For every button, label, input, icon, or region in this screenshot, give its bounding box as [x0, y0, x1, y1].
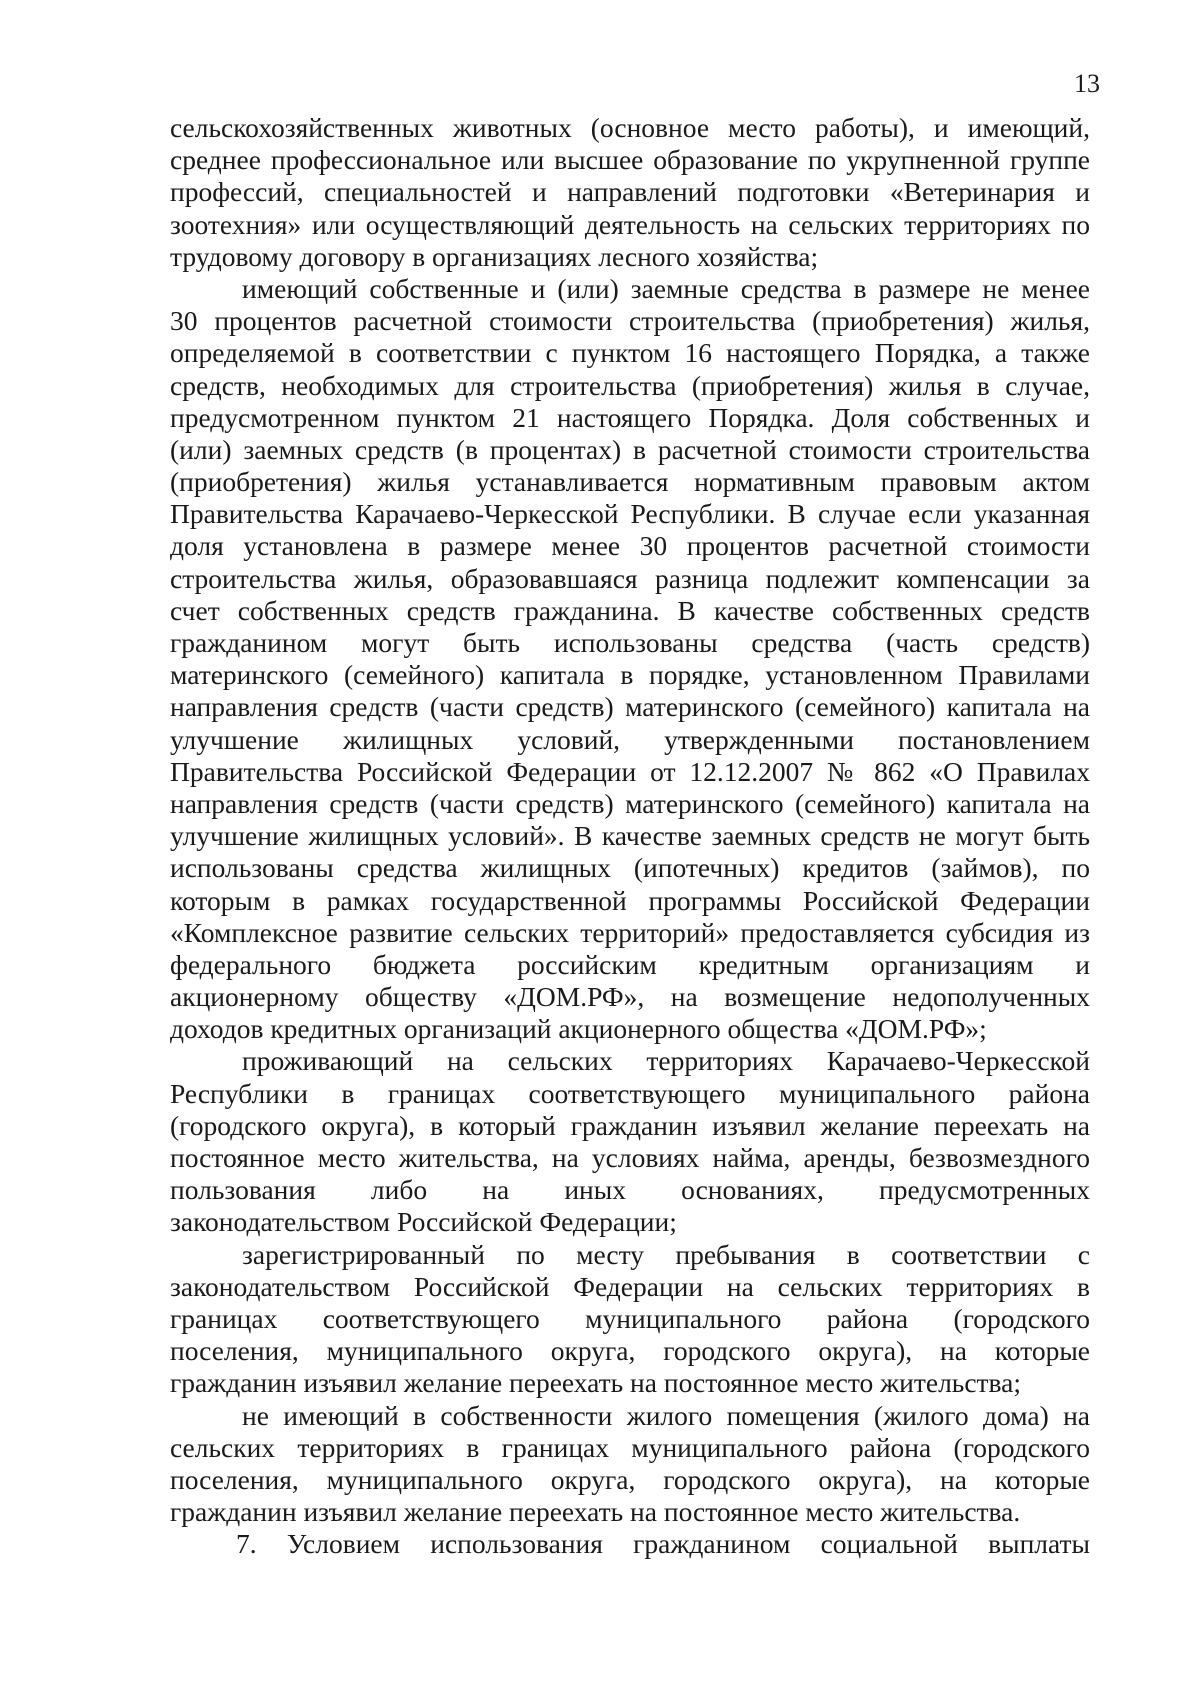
text-line: Республики в границах соответствующего муниципального района	[170, 1077, 1090, 1109]
text-line: средств, необходимых для строительства (приобретения) жилья в случае,	[170, 369, 1090, 401]
text-line: улучшение жилищных условий, утвержденными постановлением	[170, 723, 1090, 755]
text-line: постоянное место жительства, на условиях найма, аренды, безвозмездного	[170, 1142, 1090, 1173]
text-line: сельскохозяйственных животных (основное место работы), и имеющий,	[170, 112, 1090, 143]
text-line: пользования либо на иных основаниях, предусмотренных	[170, 1174, 1090, 1206]
text-line: (или) заемных средств (в процентах) в расчетной стоимости строительства	[170, 433, 1090, 465]
text-line: определяемой в соответствии с пунктом 16 настоящего Порядка, а также	[170, 337, 1090, 369]
text-line: зарегистрированный по месту пребывания в соответствии с	[242, 1238, 1090, 1270]
text-line: которым в рамках государственной программы Российской Федерации	[170, 884, 1090, 916]
text-line: (городского округа), в который гражданин изъявил желание переехать на	[170, 1109, 1090, 1141]
text-line: предусмотренном пунктом 21 настоящего Порядка. Доля собственных и	[170, 401, 1090, 433]
text-line: поселения, муниципального округа, городского округа), на которые	[170, 1335, 1090, 1367]
text-line: улучшение жилищных условий». В качестве заемных средств не могут быть	[170, 820, 1090, 852]
text-line: акционерному обществу «ДОМ.РФ», на возмещение недополученных	[170, 981, 1090, 1013]
text-line: границах соответствующего муниципального района (городского	[170, 1302, 1090, 1334]
text-line: не имеющий в собственности жилого помещения (жилого дома) на	[242, 1399, 1090, 1431]
text-line: зоотехния» или осуществляющий деятельность на сельских территориях по	[170, 208, 1090, 240]
text-line: материнского (семейного) капитала в порядке, установленном Правилами	[170, 659, 1090, 691]
text-line: среднее профессиональное или высшее образование по укрупненной группе	[170, 144, 1090, 176]
text-line: 7. Условием использования гражданином социальной выплаты	[236, 1528, 1090, 1560]
text-line: гражданином могут быть использованы средства (часть средств)	[170, 627, 1090, 658]
text-line: сельских территориях в границах муниципального района (городского	[170, 1431, 1090, 1463]
text-line: федерального бюджета российским кредитным организациям и	[170, 948, 1090, 980]
page-number: 13	[1074, 69, 1100, 98]
text-line: законодательством Российской Федерации;	[170, 1206, 677, 1238]
text-line: использованы средства жилищных (ипотечных) кредитов (займов), по	[170, 852, 1090, 884]
text-line: имеющий собственные и (или) заемные средства в размере не менее	[242, 272, 1090, 304]
text-line: законодательством Российской Федерации на сельских территориях в	[170, 1270, 1090, 1302]
text-line: направления средств (части средств) материнского (семейного) капитала на	[170, 691, 1090, 723]
text-line: доходов кредитных организаций акционерного общества «ДОМ.РФ»;	[170, 1013, 987, 1045]
text-line: Правительства Российской Федерации от 12.12.2007 № 862 «О Правилах	[170, 755, 1090, 787]
text-line: (приобретения) жилья устанавливается нормативным правовым актом	[170, 466, 1090, 498]
text-line: гражданин изъявил желание переехать на постоянное место жительства;	[170, 1367, 1022, 1399]
text-line: 30 процентов расчетной стоимости строительства (приобретения) жилья,	[170, 305, 1090, 337]
text-line: проживающий на сельских территориях Карачаево-Черкесской	[242, 1045, 1090, 1077]
text-line: строительства жилья, образовавшаяся разница подлежит компенсации за	[170, 562, 1090, 594]
text-line: счет собственных средств гражданина. В качестве собственных средств	[170, 594, 1090, 626]
text-line: направления средств (части средств) материнского (семейного) капитала на	[170, 787, 1090, 819]
text-line: доля установлена в размере менее 30 процентов расчетной стоимости	[170, 530, 1090, 562]
text-line: поселения, муниципального округа, городского округа), на которые	[170, 1463, 1090, 1495]
text-line: «Комплексное развитие сельских территорий» предоставляется субсидия из	[170, 916, 1090, 948]
text-line: трудовому договору в организациях лесного хозяйства;	[170, 240, 819, 272]
document-body	[170, 112, 1090, 1560]
text-line: профессий, специальностей и направлений подготовки «Ветеринария и	[170, 176, 1090, 208]
text-line: гражданин изъявил желание переехать на постоянное место жительства.	[170, 1496, 1021, 1528]
text-line: Правительства Карачаево-Черкесской Республики. В случае если указанная	[170, 498, 1090, 530]
